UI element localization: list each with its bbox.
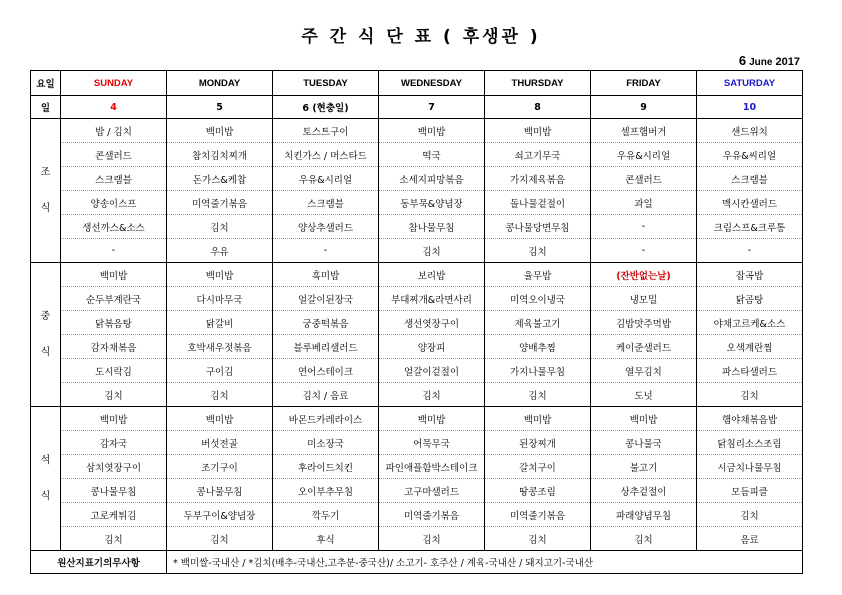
menu-cell: - [591,239,697,263]
menu-cell: 소세지피망볶음 [379,167,485,191]
menu-cell: 우유&씨리얼 [697,143,803,167]
menu-cell: 땅콩조림 [485,479,591,503]
menu-cell: 미역줄기볶음 [379,503,485,527]
menu-cell: 양상추샐러드 [273,215,379,239]
meal-name-char: 조 [40,166,51,178]
menu-cell: 백미밥 [167,119,273,143]
menu-cell: 된장찌개 [485,431,591,455]
meal-name-char: 식 [40,346,51,358]
menu-cell: 김치 [379,383,485,407]
menu-cell: 돈가스&케찹 [167,167,273,191]
menu-cell: 얼갈이된장국 [273,287,379,311]
menu-cell: 냉모밀 [591,287,697,311]
meal-name-cell [31,263,61,407]
menu-cell: 제육불고기 [485,311,591,335]
menu-cell: 콩나물국 [591,431,697,455]
menu-cell: 호박새우젓볶음 [167,335,273,359]
menu-cell: 샌드위치 [697,119,803,143]
menu-cell: 과일 [591,191,697,215]
day-header-row [31,71,803,96]
meal-name-char: 식 [40,202,51,214]
menu-cell: 삼치엿장구이 [61,455,167,479]
menu-cell: 파스타샐러드 [697,359,803,383]
menu-cell: 가지나물무침 [485,359,591,383]
menu-cell: 크림스프&크루통 [697,215,803,239]
menu-cell: 우유&시리얼 [273,167,379,191]
table-row [31,359,803,383]
menu-cell: 백미밥 [485,407,591,431]
menu-cell: 참나물무침 [379,215,485,239]
menu-cell: 백미밥 [167,407,273,431]
menu-cell: 양송이스프 [61,191,167,215]
menu-cell: 우유&시리얼 [591,143,697,167]
menu-cell: 모듬피클 [697,479,803,503]
menu-cell: 후라이드치킨 [273,455,379,479]
menu-cell: 잡곡밥 [697,263,803,287]
table-row [31,287,803,311]
menu-cell: 김치 [167,383,273,407]
menu-cell: 미역줄기볶음 [485,503,591,527]
table-row [31,143,803,167]
menu-cell: - [61,239,167,263]
menu-cell: 돌나물겉절이 [485,191,591,215]
menu-cell: 도시락김 [61,359,167,383]
menu-cell: 동부묵&양념장 [379,191,485,215]
menu-cell: 콩나물당면무침 [485,215,591,239]
menu-cell: 감자채볶음 [61,335,167,359]
day-header-tuesday: TUESDAY [273,71,379,96]
date-day: 6 [738,53,747,68]
menu-cell: 도넛 [591,383,697,407]
menu-cell: 콩나물무침 [61,479,167,503]
day-header-monday: MONDAY [167,71,273,96]
menu-cell: 밥 / 김치 [61,119,167,143]
menu-cell: 닭볶음탕 [61,311,167,335]
day-header-label: 요일 [31,71,61,96]
menu-cell: 김치 [697,383,803,407]
meal-name-char: 식 [40,490,51,502]
menu-cell: 미역줄기볶음 [167,191,273,215]
menu-cell: 김치 [167,215,273,239]
menu-cell: 생선엿장구이 [379,311,485,335]
table-row [31,167,803,191]
menu-cell: 생선까스&소스 [61,215,167,239]
menu-cell: 김치 [379,239,485,263]
menu-cell: (잔반없는날) [591,263,697,287]
menu-cell: 백미밥 [591,407,697,431]
table-row [31,479,803,503]
menu-cell: 음료 [697,527,803,551]
date-label [739,53,800,68]
table-row [31,263,803,287]
origin-text: * 백미쌀-국내산 / *김치(배추-국내산,고추분-중국산)/ 소고기- 호주산 / 계육-국내산 / 돼지고기-국내산 [167,551,803,574]
menu-cell: 김치 [379,527,485,551]
menu-cell: 백미밥 [379,119,485,143]
menu-cell: 콩나물무침 [167,479,273,503]
menu-cell: 닭곰탕 [697,287,803,311]
date-cell: 9 [591,96,697,119]
menu-cell: 멕시칸샐러드 [697,191,803,215]
menu-cell: 가지제육볶음 [485,167,591,191]
menu-cell: 어묵무국 [379,431,485,455]
date-cell: 8 [485,96,591,119]
menu-cell: 스크램블 [61,167,167,191]
menu-cell: 참치김치찌개 [167,143,273,167]
date-row-label: 일 [31,96,61,119]
menu-cell: 구이김 [167,359,273,383]
menu-cell: 양장피 [379,335,485,359]
date-cell: 6 (현충일) [273,96,379,119]
menu-cell: 백미밥 [485,119,591,143]
menu-cell: 율무밥 [485,263,591,287]
menu-cell: 시금치나물무침 [697,455,803,479]
menu-cell: 콘샐러드 [591,167,697,191]
menu-cell: 김치 [485,239,591,263]
menu-cell: - [591,215,697,239]
table-row [31,215,803,239]
date-month: June [749,57,773,68]
menu-cell: 백미밥 [379,407,485,431]
menu-cell: 고로케튀김 [61,503,167,527]
menu-cell: 김치 [485,383,591,407]
menu-cell: 떡국 [379,143,485,167]
menu-cell: 김치 [485,527,591,551]
menu-cell: 불고기 [591,455,697,479]
day-header-thursday: THURSDAY [485,71,591,96]
menu-cell: 바몬드카레라이스 [273,407,379,431]
menu-cell: 미소장국 [273,431,379,455]
menu-cell: 궁중떡볶음 [273,311,379,335]
table-row [31,503,803,527]
menu-cell: 열무김치 [591,359,697,383]
menu-cell: 보리밥 [379,263,485,287]
date-cell: 5 [167,96,273,119]
menu-cell: 야채고르케&소스 [697,311,803,335]
meal-name-char: 석 [40,454,51,466]
menu-cell: 김치 [167,527,273,551]
day-header-sunday: SUNDAY [61,71,167,96]
origin-label: 원산지표기의무사항 [31,551,167,574]
menu-cell: 감자국 [61,431,167,455]
table-row [31,431,803,455]
table-row [31,407,803,431]
day-header-friday: FRIDAY [591,71,697,96]
menu-cell: 버섯전골 [167,431,273,455]
menu-cell: - [273,239,379,263]
date-cell: 7 [379,96,485,119]
menu-cell: 햄야채볶음밥 [697,407,803,431]
menu-cell: 김치 / 음료 [273,383,379,407]
menu-cell: 백미밥 [61,407,167,431]
menu-cell: 미역오이냉국 [485,287,591,311]
menu-cell: 백미밥 [167,263,273,287]
menu-cell: 케이준샐러드 [591,335,697,359]
table-row [31,383,803,407]
table-row [31,311,803,335]
menu-cell: 김치 [61,383,167,407]
menu-cell: 깍두기 [273,503,379,527]
footer-row [31,551,803,574]
meal-name-cell [31,407,61,551]
menu-cell: 콘샐러드 [61,143,167,167]
menu-cell: 다시마무국 [167,287,273,311]
menu-cell: 스크램블 [273,191,379,215]
page-title: 주 간 식 단 표 ( 후생관 ) [301,27,541,47]
menu-cell: 김치 [591,527,697,551]
menu-cell: 상추겉절이 [591,479,697,503]
date-cell: 10 [697,96,803,119]
menu-cell: 백미밥 [61,263,167,287]
menu-cell: 오색계란찜 [697,335,803,359]
menu-cell: 갈치구이 [485,455,591,479]
date-row [31,96,803,119]
meal-name-cell [31,119,61,263]
table-row [31,191,803,215]
menu-cell: 김밥맛주먹밥 [591,311,697,335]
menu-cell: 셀프햄버거 [591,119,697,143]
menu-cell: 양배추찜 [485,335,591,359]
table-row [31,239,803,263]
menu-cell: 고구마샐러드 [379,479,485,503]
menu-cell: 닭침리소스조림 [697,431,803,455]
menu-cell: 연어스테이크 [273,359,379,383]
menu-cell: 김치 [61,527,167,551]
menu-cell: 순두부계란국 [61,287,167,311]
menu-cell: 스크램블 [697,167,803,191]
menu-cell: 우유 [167,239,273,263]
table-row [31,527,803,551]
date-cell: 4 [61,96,167,119]
table-row [31,119,803,143]
day-header-wednesday: WEDNESDAY [379,71,485,96]
menu-cell: 조기구이 [167,455,273,479]
menu-cell: 흑미밥 [273,263,379,287]
menu-cell: 오이부추무침 [273,479,379,503]
menu-cell: 파래양념무침 [591,503,697,527]
date-year: 2017 [775,56,800,68]
menu-cell: 닭갈비 [167,311,273,335]
menu-table [30,70,803,574]
menu-cell: 토스트구이 [273,119,379,143]
menu-cell: 부대찌개&라면사리 [379,287,485,311]
menu-cell: 후식 [273,527,379,551]
table-row [31,335,803,359]
day-header-saturday: SATURDAY [697,71,803,96]
table-row [31,455,803,479]
menu-cell: 얼갈이겉절이 [379,359,485,383]
meal-name-char: 중 [40,310,51,322]
menu-cell: 파인애플함박스테이크 [379,455,485,479]
menu-cell: 치킨가스 / 머스타드 [273,143,379,167]
menu-cell: 두부구이&양념장 [167,503,273,527]
menu-cell: 쇠고기무국 [485,143,591,167]
menu-cell: 김치 [697,503,803,527]
menu-cell: 블루베리샐러드 [273,335,379,359]
menu-cell: - [697,239,803,263]
